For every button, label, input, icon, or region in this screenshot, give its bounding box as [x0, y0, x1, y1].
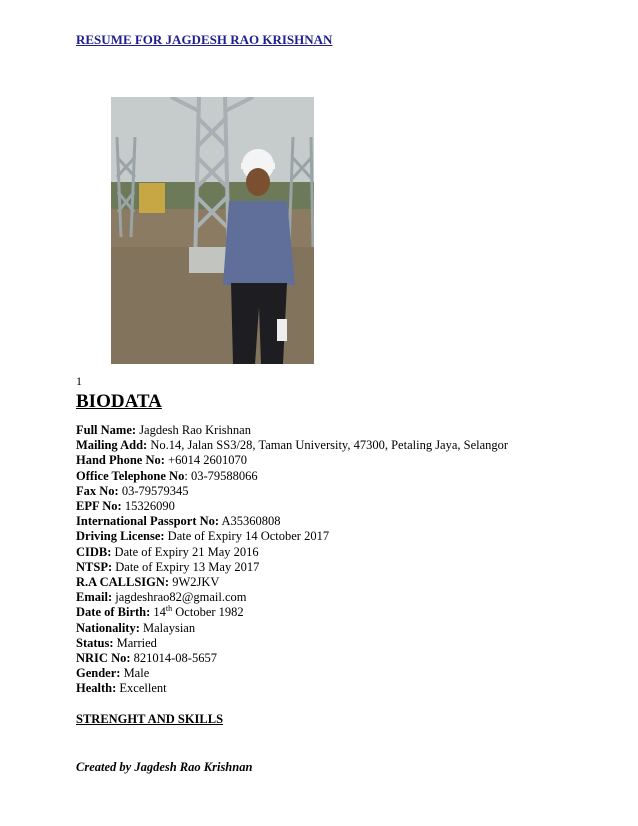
field-date-of-birth	[76, 605, 616, 620]
field-label: NRIC No:	[76, 651, 131, 666]
field-label: NTSP:	[76, 559, 113, 574]
page-number: 1	[76, 374, 82, 388]
field-value: : 03-79588066	[184, 468, 258, 483]
field-value: Date of Expiry 13 May 2017	[112, 559, 260, 574]
field-label: CIDB:	[76, 544, 112, 559]
field-value: Male	[120, 666, 150, 681]
field-fax	[76, 484, 616, 499]
footer-credit: Created by Jagdesh Rao Krishnan	[76, 760, 253, 774]
photo-excavator	[139, 183, 165, 213]
field-value: Date of Expiry 14 October 2017	[164, 529, 330, 544]
field-label: EPF No:	[76, 499, 122, 514]
ordinal-suffix: th	[165, 604, 173, 614]
field-value: 9W2JKV	[169, 575, 220, 590]
field-label: Date of Birth:	[76, 605, 151, 620]
field-value: Jagdesh Rao Krishnan	[136, 423, 251, 437]
field-label: Fax No:	[76, 483, 119, 498]
field-mailing-address	[76, 438, 616, 453]
portrait-photo	[111, 97, 314, 364]
field-label: Email:	[76, 590, 113, 605]
field-value-day: 14	[150, 605, 166, 620]
biodata-list	[76, 423, 616, 697]
field-label: Office Telephone No	[76, 468, 185, 483]
field-value: 821014-08-5657	[130, 651, 217, 666]
field-driving-license	[76, 529, 616, 544]
skills-heading: STRENGHT AND SKILLS	[76, 712, 224, 726]
field-value: +6014 2601070	[164, 453, 247, 468]
field-label: Health:	[76, 681, 117, 696]
field-label: R.A CALLSIGN:	[76, 575, 170, 590]
field-status	[76, 636, 616, 651]
photo-shirt	[223, 201, 295, 285]
page-title: RESUME FOR JAGDESH RAO KRISHNAN	[76, 32, 333, 47]
field-value: A35360808	[219, 514, 281, 529]
field-nric	[76, 651, 616, 666]
email-link[interactable]: jagdeshrao82@gmail.com	[112, 590, 247, 605]
photo-notebook	[277, 319, 287, 341]
field-label: Status:	[76, 635, 114, 650]
field-email	[76, 590, 616, 605]
field-label: Driving License:	[76, 529, 165, 544]
field-gender	[76, 666, 616, 681]
field-passport	[76, 514, 616, 529]
field-cidb	[76, 545, 616, 560]
field-value: Excellent	[116, 681, 167, 696]
field-full-name	[76, 423, 616, 438]
field-label: International Passport No:	[76, 514, 220, 529]
portrait-photo-graphic	[111, 97, 314, 364]
photo-face	[246, 168, 270, 196]
field-value: 15326090	[121, 499, 175, 514]
field-ntsp	[76, 560, 616, 575]
field-hand-phone	[76, 453, 616, 468]
field-value: Malaysian	[139, 620, 196, 635]
field-health	[76, 681, 616, 696]
field-label: Hand Phone No:	[76, 453, 165, 468]
field-label: Full Name:	[76, 423, 137, 437]
field-office-telephone	[76, 469, 616, 484]
field-value: 03-79579345	[118, 483, 189, 498]
field-epf	[76, 499, 616, 514]
field-value: No.14, Jalan SS3/28, Taman University, 47300, Petaling Jaya, Selangor	[147, 438, 509, 453]
field-label: Nationality:	[76, 620, 140, 635]
field-value: Date of Expiry 21 May 2016	[111, 544, 259, 559]
field-value: Married	[113, 635, 157, 650]
field-value-rest: October 1982	[172, 605, 244, 620]
field-nationality	[76, 621, 616, 636]
field-label: Gender:	[76, 666, 121, 681]
field-label: Mailing Add:	[76, 438, 148, 453]
field-ra-callsign	[76, 575, 616, 590]
biodata-heading: BIODATA	[76, 391, 162, 412]
